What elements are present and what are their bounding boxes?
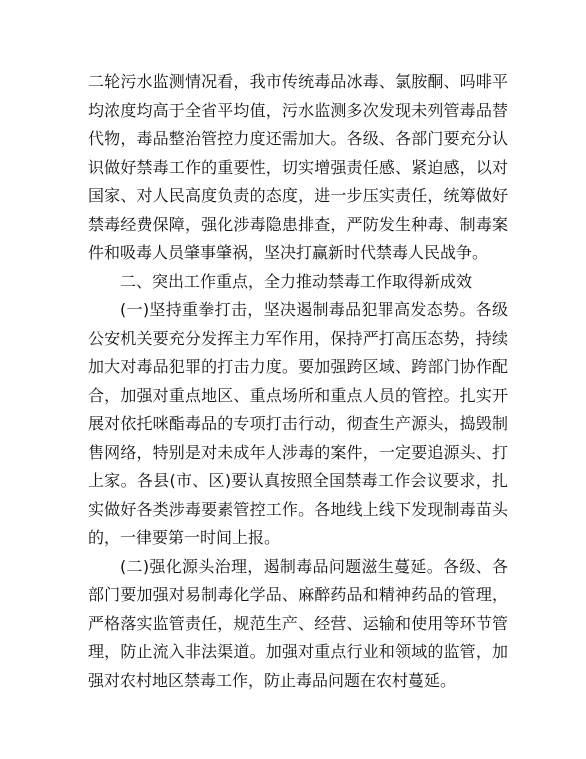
paragraph-subsection-1: (一)坚持重拳打击，坚决遏制毒品犯罪高发态势。各级公安机关要充分发挥主力军作用，保持严打高压态势，持续加大对毒品犯罪的打击力度。要加强跨区域、跨部门协作配合，加强对重点地区、重点场所和重点人员的管控。扎实开展对依托咪酯毒品的专项打击行动，彻查生产源头，捣毁制售网络，特别是对未成年人涉毒的案件，一定要追源头、打上家。各县(市、区)要认真按照全国禁毒工作会议要求，扎实做好各类涉毒要素管控工作。各地线上线下发现制毒苗头的，一律要第一时间上报。 [88, 300, 508, 547]
paragraph-continuation: 二轮污水监测情况看，我市传统毒品冰毒、氯胺酮、吗啡平均浓度均高于全省平均值，污水监测多次发现未列管毒品替代物，毒品整治管控力度还需加大。各级、各部门要充分认识做好禁毒工作的重要性，切实增强责任感、紧迫感，以对国家、对人民高度负责的态度，进一步压实责任，统筹做好禁毒经费保障，强化涉毒隐患排查，严防发生种毒、制毒案件和吸毒人员肇事肇祸，坚决打赢新时代禁毒人民战争。 [88, 72, 508, 262]
document-body [88, 68, 508, 695]
paragraph-subsection-2: (二)强化源头治理，遏制毒品问题滋生蔓延。各级、各部门要加强对易制毒化学品、麻醉药品和精神药品的管理，严格落实监管责任，规范生产、经营、运输和使用等环节管理，防止流入非法渠道。加强对重点行业和领域的监管，加强对农村地区禁毒工作，防止毒品问题在农村蔓延。 [88, 556, 508, 690]
section-heading-2: 二、突出工作重点，全力推动禁毒工作取得新成效 [120, 271, 473, 291]
